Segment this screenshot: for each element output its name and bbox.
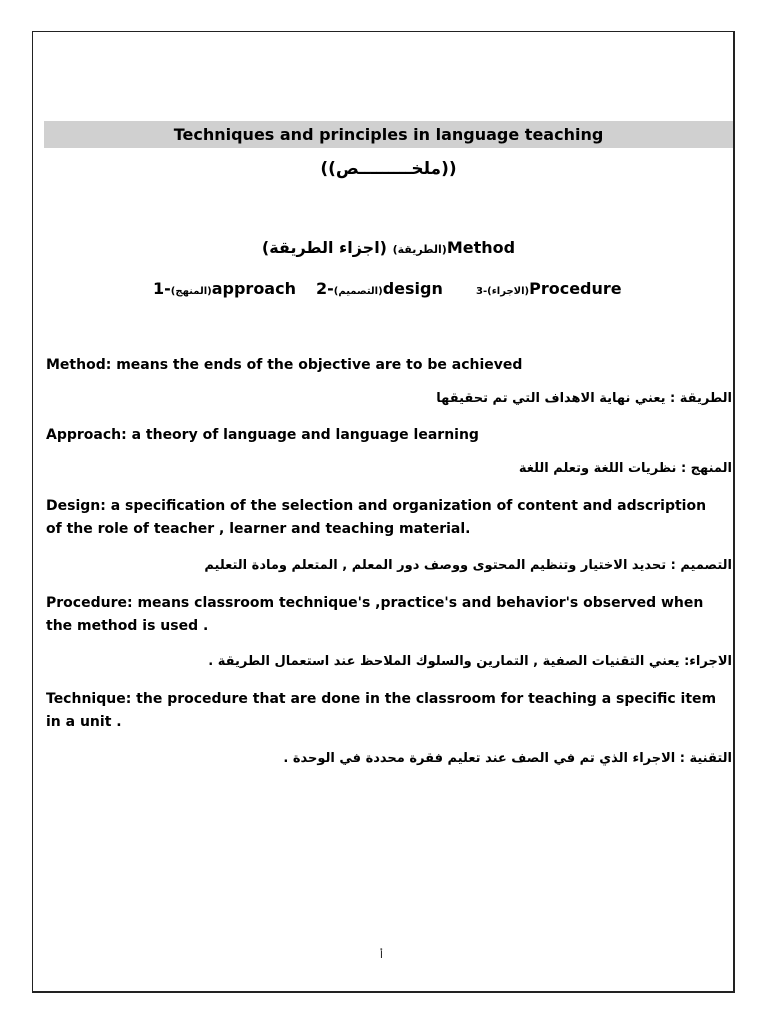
definition-approach-ar: المنهج : نظريات اللغة وتعلم اللغة (518, 461, 732, 476)
definition-procedure-ar: الاجراء: يعني التقنيات الصفية , التمارين والسلوك الملاحظ عند استعمال الطريقة . (208, 654, 732, 669)
part-en: approach (211, 279, 296, 298)
definition-method-en: Method: means the ends of the objective are to be achieved (46, 357, 523, 373)
document-title (44, 121, 733, 148)
part-design (316, 279, 443, 298)
method-heading-ar-small: (الطريقة) (392, 243, 447, 256)
part-en: Procedure (529, 279, 622, 298)
part-en: design (382, 279, 443, 298)
page-number: أ (380, 950, 383, 961)
part-ar: (المنهج) (170, 286, 212, 297)
title-text: Techniques and principles in language teaching (173, 125, 604, 144)
definition-design-en: Design: a specification of the selection and organization of content and adscription of the role of teacher , learner and teaching material. (46, 498, 707, 537)
part-number: 1- (153, 279, 171, 298)
definition-technique-ar: التقنية : الاجراء الذي تم في الصف عند تعليم فقرة محددة في الوحدة . (283, 751, 732, 766)
definition-method-ar: الطريقة : يعني نهاية الاهداف التي تم تحقيقها (436, 391, 732, 406)
part-number: 3- (476, 286, 488, 297)
definition-design-ar: التصميم : تحديد الاختيار وتنظيم المحتوى ووصف دور المعلم , المتعلم ومادة التعليم (204, 558, 732, 573)
part-ar: (التصميم) (333, 286, 383, 297)
part-approach (153, 279, 296, 298)
summary-subtitle: ((ملخـــــــــص)) (320, 159, 457, 179)
part-number: 2- (316, 279, 334, 298)
part-ar: (الاجراء) (487, 286, 530, 297)
method-heading-en: Method (446, 238, 516, 257)
method-heading (44, 238, 733, 257)
part-procedure (476, 279, 622, 298)
definition-procedure-en: Procedure: means classroom technique's ,practice's and behavior's observed when the method is used . (46, 595, 704, 634)
method-heading-ar: (اجزاء الطريقة) (261, 238, 387, 257)
definition-approach-en: Approach: a theory of language and language learning (46, 427, 479, 443)
definition-technique-en: Technique: the procedure that are done in the classroom for teaching a specific item in a unit . (46, 691, 717, 730)
